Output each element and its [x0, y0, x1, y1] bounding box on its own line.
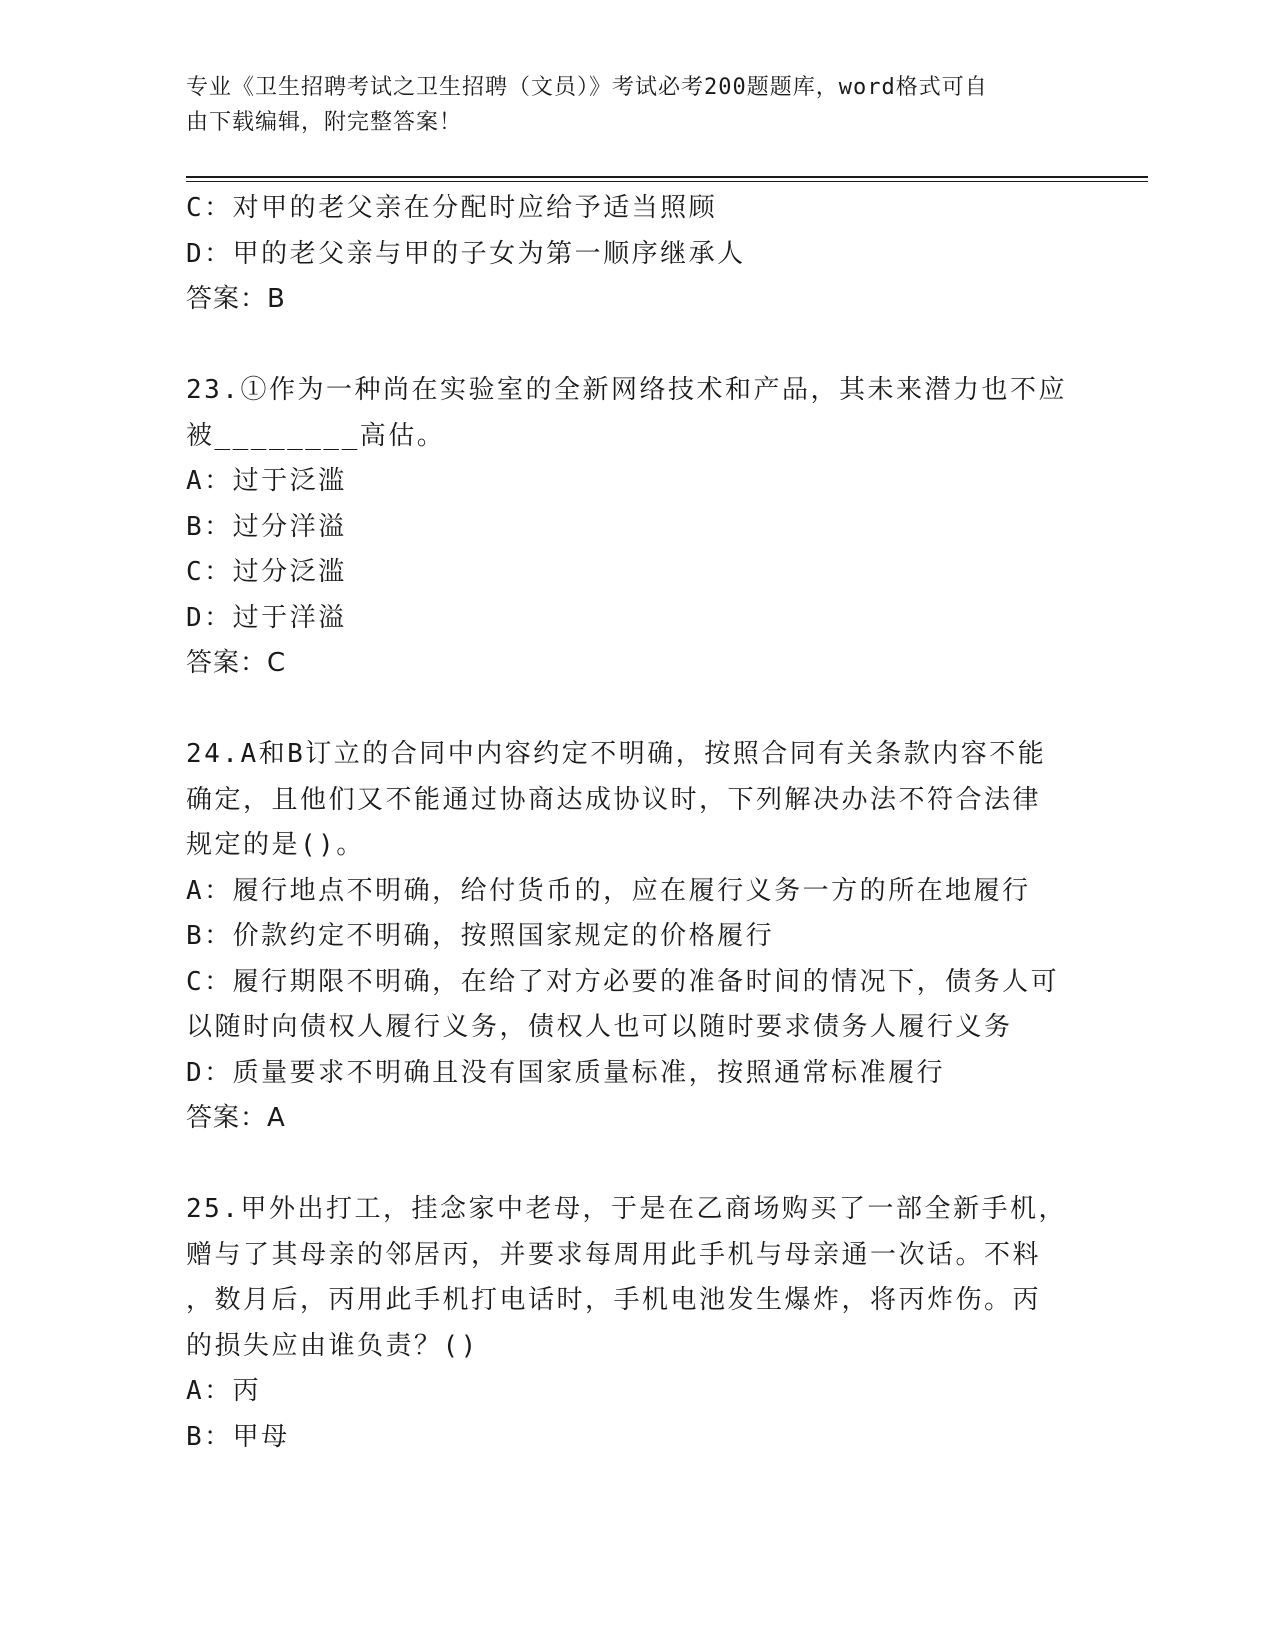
question-24: [186, 732, 1086, 1142]
question-stem: 25.甲外出打工，挂念家中老母，于是在乙商场购买了一部全新手机，: [186, 1194, 1067, 1224]
spacer: [186, 1142, 1086, 1188]
option-d: D：甲的老父亲与甲的子女为第一顺序继承人: [186, 238, 746, 269]
answer: 答案：A: [186, 1103, 286, 1133]
header-line-2: 由下载编辑，附完整答案！: [186, 110, 463, 135]
document-header: [186, 70, 1066, 140]
question-stem: 确定，且他们又不能通过协商达成协议时，下列解决办法不符合法律: [186, 784, 1042, 815]
question-stem: 23.①作为一种尚在实验室的全新网络技术和产品，其未来潜力也不应: [186, 375, 1067, 405]
header-line-1: 专业《卫生招聘考试之卫生招聘（文员）》考试必考200题题库，word格式可自: [186, 75, 988, 100]
option-a: A：履行地点不明确，给付货币的，应在履行义务一方的所在地履行: [186, 875, 1031, 906]
question-stem: 被________高估。: [186, 420, 446, 451]
option-a: A：丙: [186, 1376, 262, 1406]
option-b: B：价款约定不明确，按照国家规定的价格履行: [186, 921, 775, 951]
option-b: B：甲母: [186, 1421, 290, 1452]
option-d: D：过于洋溢: [186, 602, 347, 633]
document-body: [186, 186, 1086, 1460]
question-stem: 24.A和B订立的合同中内容约定不明确，按照合同有关条款内容不能: [186, 739, 1047, 769]
option-a: A：过于泛滥: [186, 466, 347, 496]
question-22: [186, 186, 1086, 323]
question-stem: 赠与了其母亲的邻居丙，并要求每周用此手机与母亲通一次话。不料: [186, 1239, 1042, 1270]
option-c-continued: 以随时向债权人履行义务，债权人也可以随时要求债务人履行义务: [186, 1012, 1013, 1042]
option-c: C：过分泛滥: [186, 557, 347, 587]
spacer: [186, 687, 1086, 733]
header-rule-thick: [186, 176, 1148, 178]
answer: 答案：C: [186, 648, 287, 678]
header-rule-thin: [186, 181, 1148, 182]
answer: 答案：B: [186, 284, 286, 314]
option-d: D：质量要求不明确且没有国家质量标准，按照通常标准履行: [186, 1057, 946, 1088]
option-c: C：对甲的老父亲在分配时应给予适当照顾: [186, 193, 718, 223]
option-b: B：过分洋溢: [186, 511, 347, 542]
question-stem: 的损失应由谁负责？(): [186, 1330, 479, 1361]
question-25: [186, 1187, 1086, 1460]
question-stem: ，数月后，丙用此手机打电话时，手机电池发生爆炸，将丙炸伤。丙: [186, 1285, 1042, 1315]
option-c: C：履行期限不明确，在给了对方必要的准备时间的情况下，债务人可: [186, 966, 1060, 997]
spacer: [186, 323, 1086, 369]
question-23: [186, 368, 1086, 687]
question-stem: 规定的是()。: [186, 830, 365, 860]
